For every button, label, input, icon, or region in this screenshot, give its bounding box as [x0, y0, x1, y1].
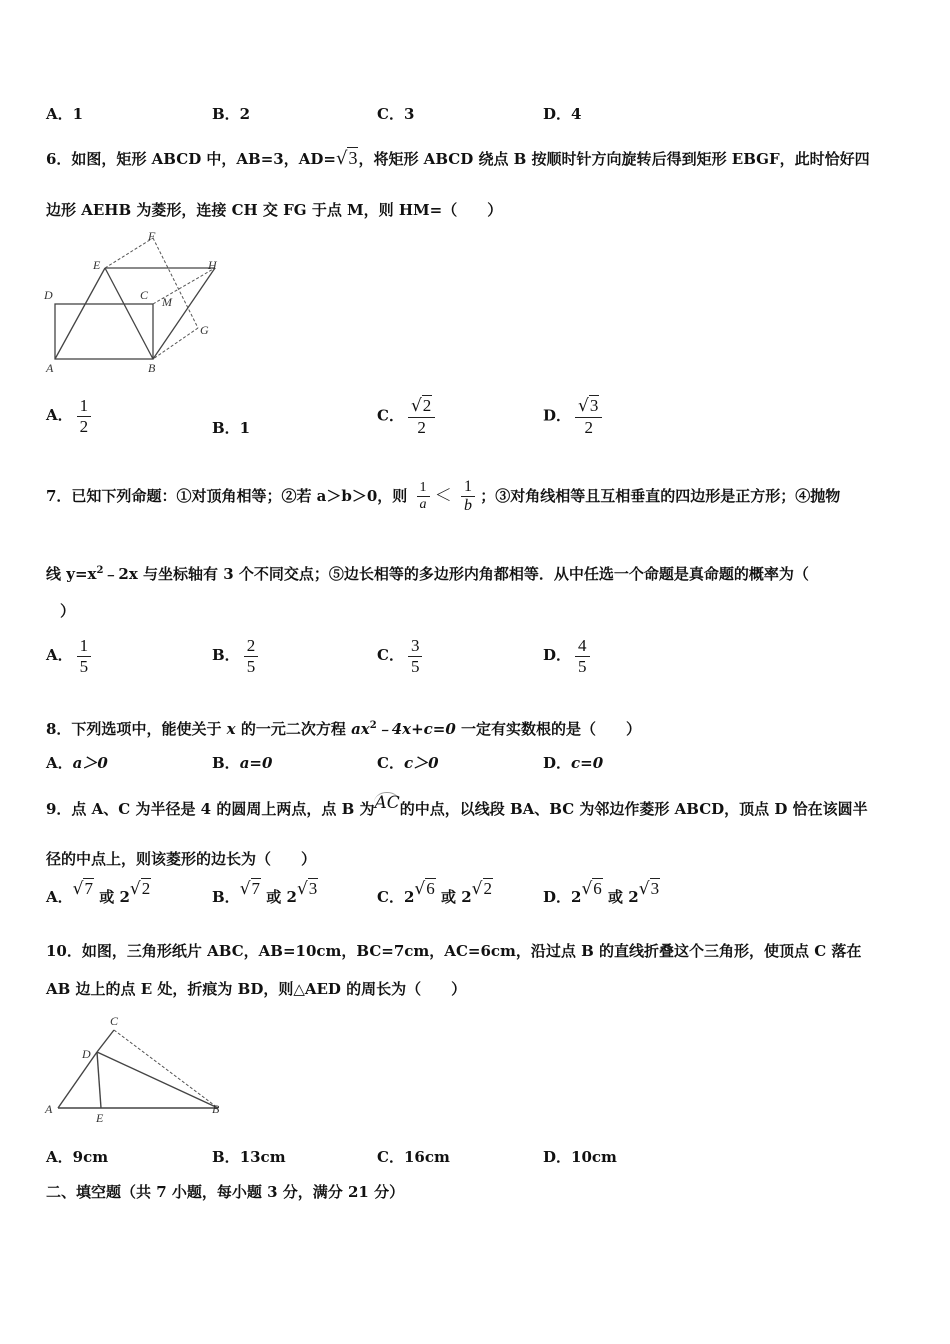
segment-ad [58, 1052, 97, 1108]
q8-stem: 8．下列选项中，能使关于 x 的一元二次方程 $ax^2﹣4x+c=0$ 一定有实数根的是（ ） [46, 720, 642, 738]
q10-option-a: A．9cm [46, 1148, 109, 1166]
label-c: C [110, 1014, 119, 1028]
q10-option-d: D．10cm [543, 1148, 617, 1166]
label-h: H [208, 258, 217, 272]
q9-option-c: C．2√6 或 2√2 [377, 879, 492, 906]
q6-figure [40, 228, 230, 378]
q9-stem-line1: 9．点 A、C 为半径是 4 的圆周上两点，点 B 为AC的中点，以线段 BA、BC 为邻边作菱形 ABCD，顶点 D 恰在该圆半 [46, 793, 868, 818]
label-e: E [93, 258, 101, 272]
q7-stem-line2: 线 $y=x^2﹣2x$ 与坐标轴有 3 个不同交点；⑤边长相等的多边形内角都相等．从中任选一个命题是真命题的概率为（ [46, 565, 809, 583]
label-b: B [148, 361, 156, 375]
label-g: G [200, 323, 209, 337]
q6-option-c: C． $\frac{√2}{2}$ [377, 396, 435, 437]
q9-stem-line2: 径的中点上，则该菱形的边长为（ ） [46, 850, 317, 868]
label-b: B [212, 1102, 220, 1116]
label-m: M [162, 295, 172, 309]
section-heading-fill-in: 二、填空题（共 7 小题，每小题 3 分，满分 21 分） [46, 1183, 405, 1201]
q9-option-d: D．2√6 或 2√3 [543, 879, 660, 906]
q6-option-d: D． $\frac{√3}{2}$ [543, 396, 602, 437]
label-e: E [96, 1111, 104, 1125]
q7-stem-line1: 7．已知下列命题：①对顶角相等；②若 a＞b＞0，则 $\frac{1}{a}$ ＜ $\frac{1}{b}$ ；③对角线相等且互相垂直的四边形是正方形；④抛物 [46, 478, 841, 515]
q7-option-a: A． $\frac{1}{5}$ [46, 636, 91, 676]
q7-stem-line3: ） [60, 602, 76, 620]
q5-option-d: D．4 [543, 105, 582, 123]
segment-de [97, 1052, 101, 1108]
q9-option-a: A．√7 或 2√2 [46, 879, 151, 906]
segment-cb [114, 1030, 218, 1108]
label-a: A [46, 361, 54, 375]
label-d: D [82, 1047, 91, 1061]
segment-dc [97, 1030, 114, 1052]
segment-fg [153, 238, 198, 328]
label-f: F [148, 229, 156, 243]
q10-stem-line1: 10．如图，三角形纸片 ABC，AB=10cm，BC=7cm，AC=6cm，沿过点 B 的直线折叠这个三角形，使顶点 C 落在 [46, 942, 862, 960]
q6-option-a: A． $\frac{1}{2}$ [46, 396, 91, 436]
q8-option-b: B．a=0 [212, 754, 273, 772]
q10-figure [40, 1012, 230, 1128]
label-c: C [140, 288, 149, 302]
q9-option-b: B．√7 或 2√3 [212, 879, 318, 906]
q8-option-d: D．c=0 [543, 754, 604, 772]
q6-stem-line2: 边形 AEHB 为菱形，连接 CH 交 FG 于点 M，则 HM=（ ） [46, 201, 503, 219]
q7-option-b: B． $\frac{2}{5}$ [212, 636, 258, 676]
q6-stem-line1: 6．如图，矩形 ABCD 中，AB=3，AD=√3，将矩形 ABCD 绕点 B 按顺时针方向旋转后得到矩形 EBGF，此时恰好四 [46, 148, 870, 169]
q8-option-a: A．a＞0 [46, 754, 108, 772]
q10-stem-line2: AB 边上的点 E 处，折痕为 BD，则△AED 的周长为（ ） [46, 980, 467, 998]
label-a: A [45, 1102, 53, 1116]
q5-option-b: B．2 [212, 105, 251, 123]
q7-option-c: C． $\frac{3}{5}$ [377, 636, 422, 676]
label-d: D [44, 288, 53, 302]
q8-option-c: C．c＞0 [377, 754, 439, 772]
q10-option-c: C．16cm [377, 1148, 450, 1166]
segment-gb [153, 328, 198, 359]
q5-option-a: A．1 [46, 105, 84, 123]
segment-ae [55, 268, 105, 359]
segment-hb [153, 268, 215, 359]
segment-ef [105, 238, 153, 268]
q6-option-b: B．1 [212, 419, 251, 437]
q10-option-b: B．13cm [212, 1148, 286, 1166]
q5-option-c: C．3 [377, 105, 415, 123]
segment-eb [105, 268, 153, 359]
segment-db [97, 1052, 218, 1108]
q7-option-d: D． $\frac{4}{5}$ [543, 636, 590, 676]
